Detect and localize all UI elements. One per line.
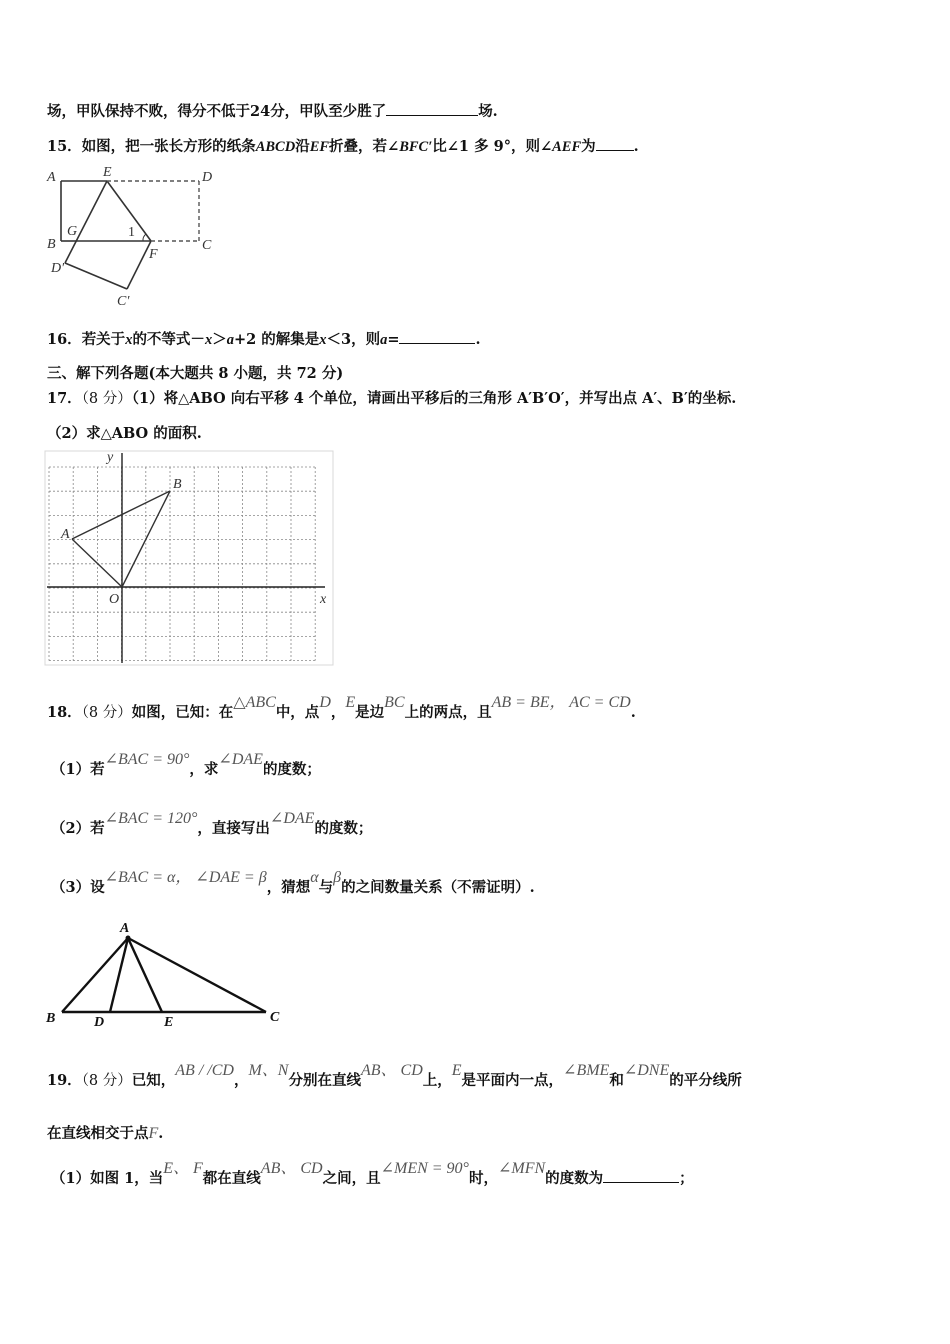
label-d-prime: D′ xyxy=(51,261,65,276)
q18-text: 的度数； xyxy=(314,820,373,837)
q14-text: 场，甲队保持不败，得分不低于 xyxy=(47,103,250,120)
math-f: F xyxy=(148,1125,159,1142)
q19-line-1 xyxy=(47,1062,742,1091)
q19-text: 是平面内一点， xyxy=(461,1072,564,1089)
answer-blank[interactable] xyxy=(603,1168,679,1183)
q19-text: （1）如图 1，当 xyxy=(51,1170,164,1187)
q14-tail-line xyxy=(47,101,498,122)
answer-blank[interactable] xyxy=(596,136,634,151)
label-c: C xyxy=(202,238,212,253)
q18-text: ，直接写出 xyxy=(197,820,270,837)
math-condition: AB = BE， AC = CD xyxy=(491,694,631,711)
q18-text: 与 xyxy=(318,879,334,896)
q18-text: （1）若 xyxy=(51,761,105,778)
q18-text: 上的两点，且 xyxy=(404,704,492,721)
label-o: O xyxy=(109,592,120,607)
q18-text: 如图，已知：在 xyxy=(131,704,234,721)
question-number: 17． xyxy=(47,390,82,407)
folded-edge-dc xyxy=(65,263,127,289)
question-number: 19． xyxy=(47,1072,82,1089)
q19-line-2 xyxy=(47,1124,163,1144)
math-bc: BC xyxy=(384,694,405,711)
q19-text: 的平分线所 xyxy=(669,1072,742,1089)
label-f: F xyxy=(149,247,158,262)
q18-triangle-figure xyxy=(42,918,292,1030)
q17-part1: （1）将△ABO 向右平移 4 个单位，请画出平移后的三角形 A′B′O′，并写出点 A′、B′的坐标. xyxy=(131,390,737,407)
q15-var: AEF xyxy=(552,139,582,155)
q18-text: 的之间数量关系（不需证明）. xyxy=(341,879,535,896)
math-ab-cd: AB、 CD xyxy=(360,1062,423,1079)
q17-line-1 xyxy=(47,389,736,409)
q16-text: ＜3，则 xyxy=(326,331,381,348)
question-number: 15． xyxy=(47,138,82,155)
q16-var: a xyxy=(380,332,388,348)
math-d: D xyxy=(319,694,331,711)
q15-folded-strip-figure xyxy=(45,165,225,310)
q18-text: ， xyxy=(330,704,346,721)
math-triangle-abc: △ABC xyxy=(233,694,276,711)
label-a: A xyxy=(47,170,56,185)
q18-text: 中，点 xyxy=(275,704,320,721)
q19-text: . xyxy=(158,1125,164,1142)
q18-line-1 xyxy=(47,694,636,723)
math-e: E xyxy=(451,1062,462,1079)
q18-text: . xyxy=(630,704,636,721)
q15-var: BFC′ xyxy=(399,139,433,155)
q19-text: 时， xyxy=(468,1170,498,1187)
q16-var: a xyxy=(226,332,234,348)
label-g: G xyxy=(67,224,78,239)
math-alpha: α xyxy=(310,869,319,886)
math-bac-120: ∠BAC = 120° xyxy=(104,810,198,827)
q18-text: 是边 xyxy=(355,704,385,721)
label-x: x xyxy=(320,592,327,607)
q19-text: 和 xyxy=(609,1072,624,1089)
q18-part3 xyxy=(51,869,535,898)
score-label: （8 分） xyxy=(81,391,132,407)
answer-blank[interactable] xyxy=(386,101,478,116)
math-bac-90: ∠BAC = 90° xyxy=(104,751,190,768)
math-dne: ∠DNE xyxy=(623,1062,670,1079)
figure-frame xyxy=(45,451,333,665)
math-beta: β xyxy=(333,869,342,886)
q18-text: （2）若 xyxy=(51,820,105,837)
label-c-prime: C′ xyxy=(117,294,130,309)
q18-text: ，求 xyxy=(189,761,219,778)
q14-number: 24 xyxy=(250,103,271,120)
q16-var: x xyxy=(204,332,213,348)
q15-text-line xyxy=(47,136,639,157)
q19-text: 的度数为 xyxy=(545,1170,604,1187)
q19-text: ， xyxy=(233,1072,249,1089)
q15-text: 如图，把一张长方形的纸条 xyxy=(81,138,256,155)
label-c: C xyxy=(270,1010,280,1025)
segment-ae xyxy=(128,938,162,1012)
q19-part1 xyxy=(51,1160,694,1189)
score-label: （8 分） xyxy=(81,705,132,721)
label-a: A xyxy=(120,921,130,936)
section-title: 三、解下列各题(本大题共 8 小题，共 72 分) xyxy=(47,365,344,382)
q18-part1 xyxy=(51,751,321,780)
math-parallel: AB / /CD xyxy=(175,1062,234,1079)
q14-text: 场. xyxy=(478,103,498,120)
label-1: 1 xyxy=(128,225,135,240)
q15-var: EF xyxy=(309,139,330,155)
q16-text-line xyxy=(47,329,481,350)
label-a: A xyxy=(61,527,70,542)
label-d: D xyxy=(202,170,213,185)
folded-edge-ed xyxy=(65,181,107,263)
q15-text: 折叠，若∠ xyxy=(329,138,400,155)
label-b: B xyxy=(47,237,56,252)
grid-lines xyxy=(49,467,315,661)
q16-text: 的不等式－ xyxy=(132,331,205,348)
label-e: E xyxy=(103,165,112,180)
math-men-90: ∠MEN = 90° xyxy=(380,1160,469,1177)
point-a xyxy=(126,936,131,941)
q17-line-2 xyxy=(47,424,202,444)
q19-text: 之间，且 xyxy=(322,1170,381,1187)
q19-text: 分别在直线 xyxy=(288,1072,361,1089)
q15-var: ABCD xyxy=(255,139,296,155)
q17-coordinate-grid-figure xyxy=(45,451,337,667)
q16-text: ＞ xyxy=(212,331,227,348)
q16-var: x xyxy=(319,332,327,348)
math-e: E xyxy=(345,694,356,711)
q17-part2: （2）求△ABO 的面积. xyxy=(47,425,202,442)
math-mn: M、N xyxy=(248,1062,289,1079)
math-bme: ∠BME xyxy=(563,1062,610,1079)
folded-edge-cf xyxy=(127,241,151,289)
angle-1-arc xyxy=(143,234,146,241)
q15-text: 为 xyxy=(581,138,596,155)
math-dae: ∠DAE xyxy=(218,751,263,768)
math-ef: E、 F xyxy=(163,1160,203,1177)
question-number: 18． xyxy=(47,704,82,721)
q18-text: 的度数； xyxy=(262,761,321,778)
q16-text: = xyxy=(387,331,400,348)
answer-blank[interactable] xyxy=(399,329,475,344)
q16-text: +2 的解集是 xyxy=(233,331,320,348)
label-b: B xyxy=(46,1011,56,1026)
label-b: B xyxy=(173,477,182,492)
q15-text: 沿 xyxy=(295,138,310,155)
math-alpha-beta: ∠BAC = α， ∠DAE = β xyxy=(104,869,267,886)
segment-ac xyxy=(128,938,266,1012)
q16-text: 若关于 xyxy=(81,331,126,348)
q19-text: 上， xyxy=(422,1072,452,1089)
label-d: D xyxy=(94,1015,105,1030)
q19-text: 已知， xyxy=(131,1072,176,1089)
label-y: y xyxy=(107,450,114,465)
q19-text: 在直线相交于点 xyxy=(47,1125,149,1142)
q15-text: 比∠1 多 9°，则∠ xyxy=(432,138,553,155)
q16-var: x xyxy=(125,332,133,348)
section-heading xyxy=(47,364,343,384)
math-dae: ∠DAE xyxy=(269,810,315,827)
q15-text: . xyxy=(633,138,639,155)
q16-text: . xyxy=(475,331,481,348)
score-label: （8 分） xyxy=(81,1073,132,1089)
q18-part2 xyxy=(51,810,373,839)
q18-text: （3）设 xyxy=(51,879,105,896)
q18-text: ，猜想 xyxy=(266,879,311,896)
math-mfn: ∠MFN xyxy=(497,1160,546,1177)
q19-text: 都在直线 xyxy=(202,1170,261,1187)
q14-text: 分，甲队至少胜了 xyxy=(270,103,387,120)
question-number: 16． xyxy=(47,331,82,348)
q19-text: ； xyxy=(679,1170,694,1187)
math-ab-cd: AB、 CD xyxy=(260,1160,323,1177)
label-e: E xyxy=(164,1015,174,1030)
